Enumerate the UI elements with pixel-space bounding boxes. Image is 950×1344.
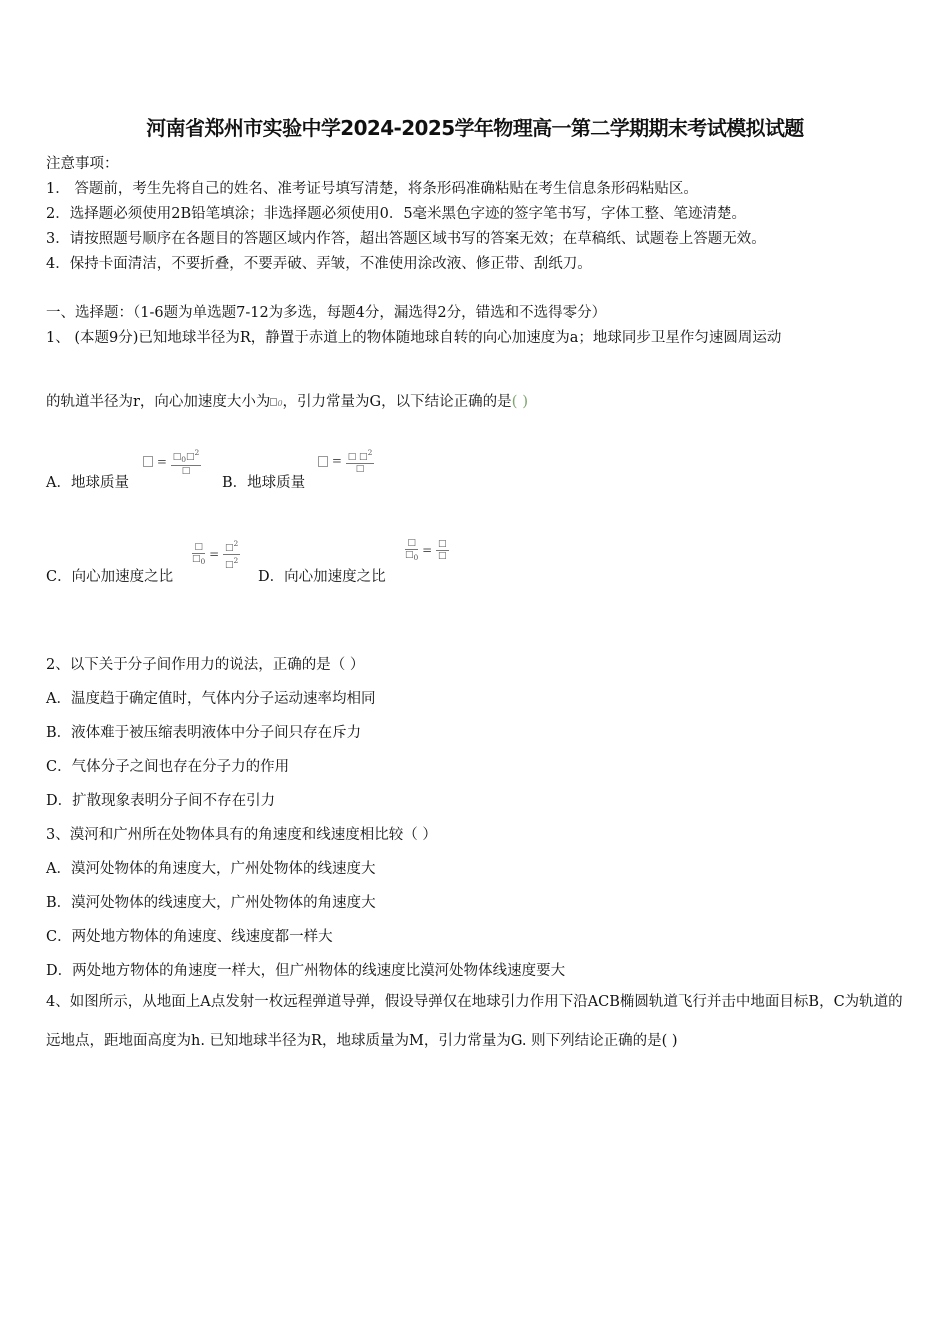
q2-option-b: B．液体难于被压缩表明液体中分子间只存在斥力	[46, 725, 362, 741]
q3-stem: 3、漠河和广州所在处物体具有的角速度和线速度相比较（ ）	[46, 827, 437, 843]
q3-option-c: C．两处地方物体的角速度、线速度都一样大	[46, 929, 333, 945]
notice-item-1: 1． 答题前，考生先将自己的姓名、准考证号填写清楚，将条形码准确粘贴在考生信息条形码粘贴区。	[46, 181, 698, 197]
q1-line-2-a: 的轨道半径为r，向心加速度大小为	[46, 394, 271, 410]
q1-option-d: D．向心加速度之比	[258, 569, 386, 585]
notice-item-3: 3．请按照题号顺序在各题目的答题区域内作答，超出答题区域书写的答案无效；在草稿纸、试题卷上答题无效。	[46, 231, 766, 247]
notice-heading: 注意事项：	[46, 156, 119, 172]
q1-line-1: 1、 (本题9分)已知地球半径为R，静置于赤道上的物体随地球自转的向心加速度为a；地球同步卫星作匀速圆周运动	[46, 330, 782, 346]
q1-option-c: C．向心加速度之比	[46, 569, 174, 585]
q1-line-2: 的轨道半径为r，向心加速度大小为 0，引力常量为G，以下结论正确的是( )	[46, 392, 529, 410]
q4-text: 4、如图所示，从地面上A点发射一枚远程弹道导弹，假设导弹仅在地球引力作用下沿ACB椭圆轨道飞行并击中地面目标B，C为轨道的远地点，距地面高度为h. 已知地球半径为R，地球质量为M，引力常量为G. 则下列结论正确的是( )	[46, 994, 903, 1049]
q1-option-b: B．地球质量	[222, 475, 306, 491]
q2-stem: 2、以下关于分子间作用力的说法，正确的是（ ）	[46, 657, 365, 673]
q1-option-a: A．地球质量	[46, 475, 129, 491]
q3-option-b: B．漠河处物体的线速度大，广州处物体的角速度大	[46, 895, 376, 911]
formula-mass-b-icon: = □ □$^2$ □	[318, 447, 374, 475]
notice-item-4: 4．保持卡面清洁，不要折叠，不要弄破、弄皱，不准使用涂改液、修正带、刮纸刀。	[46, 256, 592, 272]
notice-item-2: 2．选择题必须使用2B铅笔填涂；非选择题必须使用0．5毫米黑色字迹的签字笔书写，字体工整、笔迹清楚。	[46, 206, 747, 222]
formula-ratio-d-icon: □ $□_0$ = □ □	[405, 538, 447, 562]
section-heading: 一、选择题：（1-6题为单选题7-12为多选，每题4分，漏选得2分，错选和不选得零分）	[46, 305, 607, 321]
page-title: 河南省郑州市实验中学2024-2025学年物理高一第二学期期末考试模拟试题	[146, 116, 804, 140]
q3-option-a: A．漠河处物体的角速度大，广州处物体的线速度大	[46, 861, 376, 877]
q2-option-c: C．气体分子之间也存在分子力的作用	[46, 759, 290, 775]
q2-option-a: A．温度趋于确定值时，气体内分子运动速率均相同	[46, 691, 376, 707]
q3-option-d: D．两处地方物体的角速度一样大，但广州物体的线速度比漠河处物体线速度要大	[46, 963, 566, 979]
q1-line-2-b: ，引力常量为G，以下结论正确的是	[282, 394, 512, 410]
formula-mass-a-icon: = $□_0□^2$ □	[143, 447, 201, 477]
answer-paren: ( )	[511, 392, 529, 410]
q2-option-d: D．扩散现象表明分子间不存在引力	[46, 793, 276, 809]
formula-ratio-c-icon: □ $□_0$ = $\frac{□^2}{□^2}$	[192, 539, 239, 570]
